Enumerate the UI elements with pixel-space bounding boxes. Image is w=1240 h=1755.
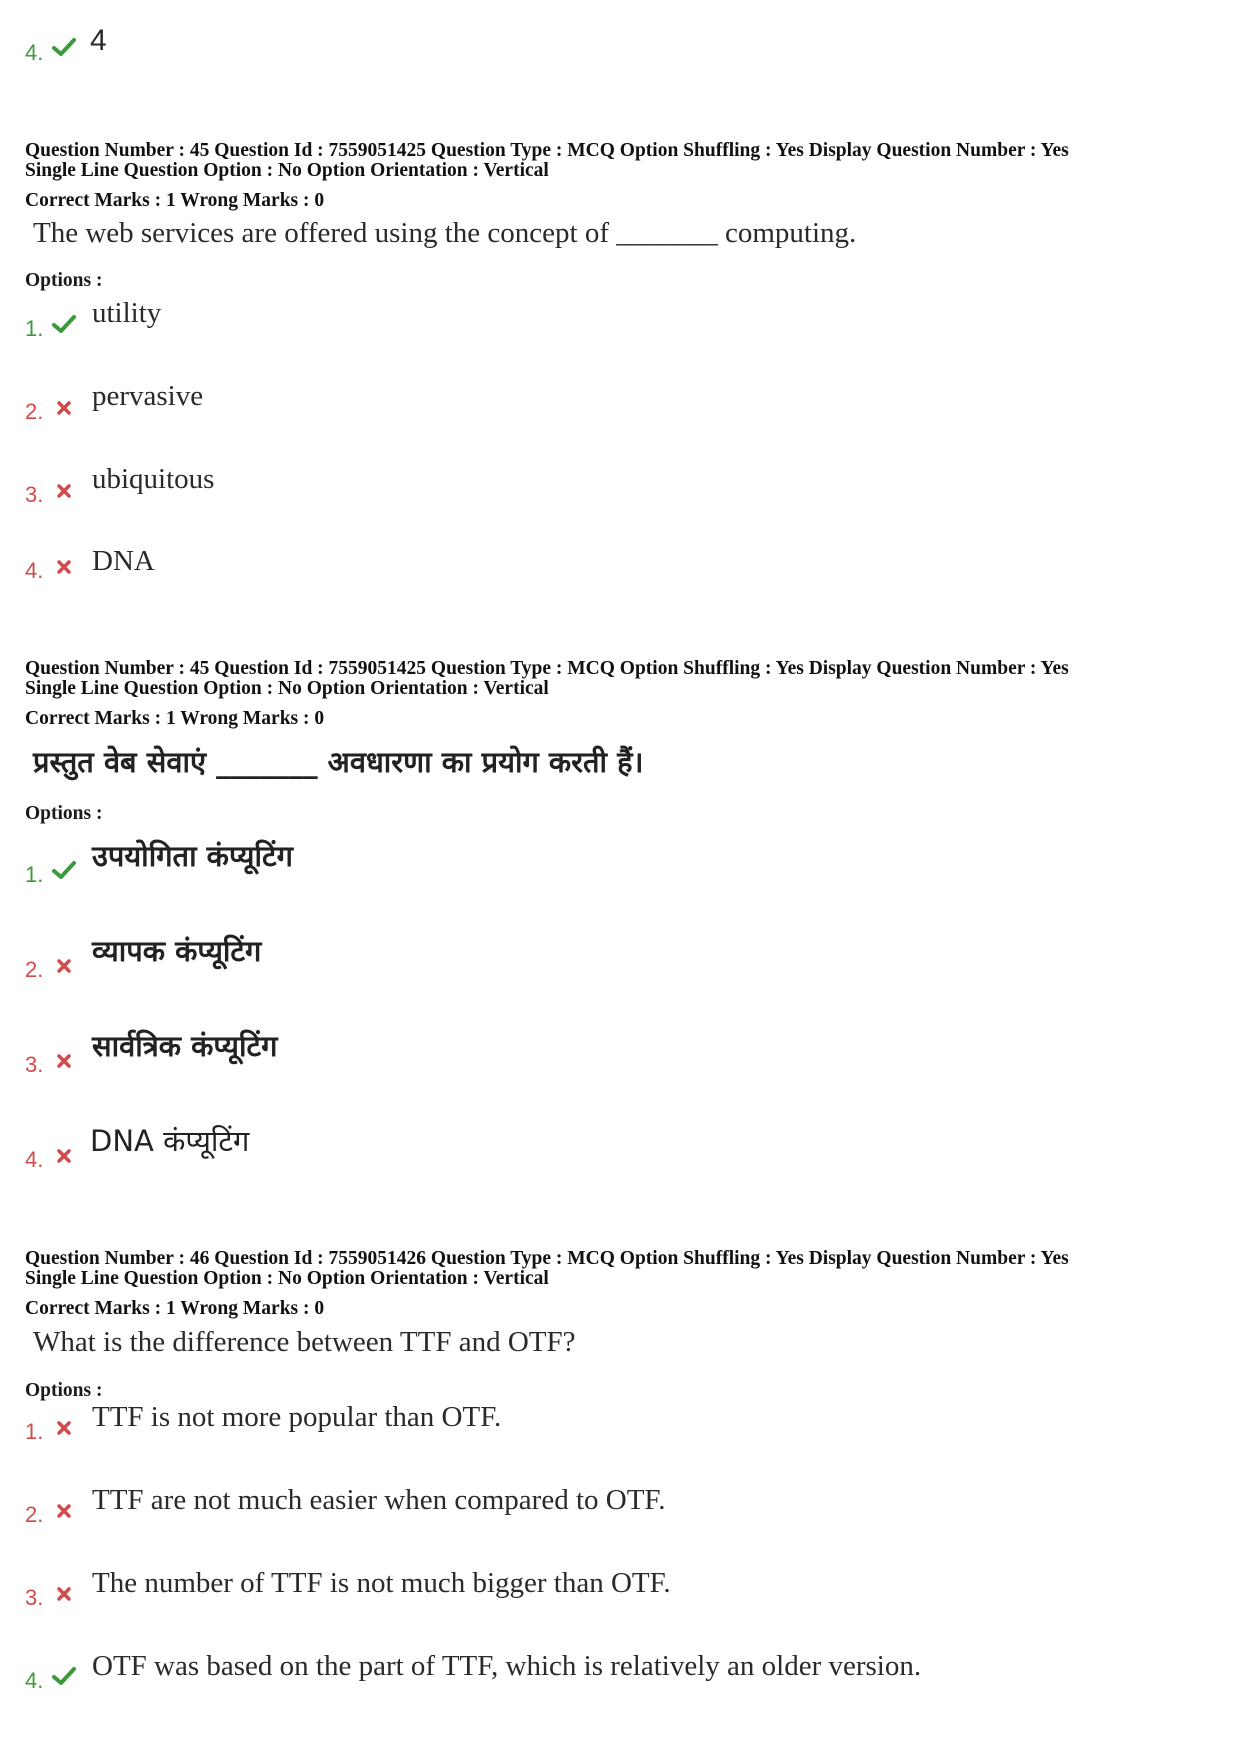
question-text: प्रस्तुत वेब सेवाएं _______ अवधारणा का प्रयोग करती हैं। [33, 745, 644, 779]
option-number: 3. [25, 1585, 44, 1610]
cross-icon [57, 1149, 71, 1163]
option-number: 4. [25, 40, 44, 65]
marks-line: Correct Marks : 1 Wrong Marks : 0 [25, 1298, 325, 1319]
marks-line: Correct Marks : 1 Wrong Marks : 0 [25, 708, 325, 729]
option-text: उपयोगिता कंप्यूटिंग [92, 839, 293, 873]
option-text: व्यापक कंप्यूटिंग [92, 934, 262, 968]
option-number: 2. [25, 399, 44, 424]
cross-icon [57, 959, 71, 973]
question-text: What is the difference between TTF and OTF? [33, 1326, 576, 1358]
option-number: 2. [25, 957, 44, 982]
question-text: The web services are offered using the concept of _______ computing. [33, 217, 857, 249]
check-icon [52, 1666, 76, 1686]
option-number: 1. [25, 862, 44, 887]
option-number: 3. [25, 1052, 44, 1077]
marks-line: Correct Marks : 1 Wrong Marks : 0 [25, 190, 325, 211]
cross-icon [57, 484, 71, 498]
cross-icon [57, 1421, 71, 1435]
check-icon [52, 314, 76, 334]
option-text: TTF are not much easier when compared to OTF. [92, 1484, 666, 1516]
option-text: DNA [92, 545, 155, 577]
option-text: OTF was based on the part of TTF, which is relatively an older version. [92, 1650, 922, 1682]
question-meta-line-2: Single Line Question Option : No Option Orientation : Vertical [25, 160, 549, 181]
cross-icon [57, 1587, 71, 1601]
check-icon [52, 37, 76, 57]
options-label: Options : [25, 1380, 103, 1401]
question-meta-line-1: Question Number : 45 Question Id : 7559051425 Question Type : MCQ Option Shuffling : Yes Display Question Number : Yes [25, 140, 1069, 161]
option-number: 4. [25, 558, 44, 583]
option-text: ubiquitous [92, 463, 215, 495]
option-number: 1. [25, 1419, 44, 1444]
options-label: Options : [25, 803, 103, 824]
option-number: 4. [25, 1147, 44, 1172]
option-number: 2. [25, 1502, 44, 1527]
option-text: TTF is not more popular than OTF. [92, 1401, 502, 1433]
cross-icon [57, 560, 71, 574]
cross-icon [57, 401, 71, 415]
option-number: 1. [25, 316, 44, 341]
option-text: 4 [90, 24, 107, 57]
option-text: DNA कंप्यूटिंग [90, 1124, 250, 1158]
question-meta-line-2: Single Line Question Option : No Option Orientation : Vertical [25, 678, 549, 699]
option-text: सार्वत्रिक कंप्यूटिंग [92, 1029, 278, 1063]
question-meta-line-1: Question Number : 45 Question Id : 7559051425 Question Type : MCQ Option Shuffling : Yes Display Question Number : Yes [25, 658, 1069, 679]
option-number: 4. [25, 1668, 44, 1693]
options-label: Options : [25, 270, 103, 291]
cross-icon [57, 1054, 71, 1068]
option-text: pervasive [92, 380, 204, 412]
option-text: The number of TTF is not much bigger than OTF. [92, 1567, 671, 1599]
check-icon [52, 860, 76, 880]
cross-icon [57, 1504, 71, 1518]
option-number: 3. [25, 482, 44, 507]
question-meta-line-1: Question Number : 46 Question Id : 7559051426 Question Type : MCQ Option Shuffling : Yes Display Question Number : Yes [25, 1248, 1069, 1269]
option-text: utility [92, 297, 162, 329]
question-meta-line-2: Single Line Question Option : No Option Orientation : Vertical [25, 1268, 549, 1289]
